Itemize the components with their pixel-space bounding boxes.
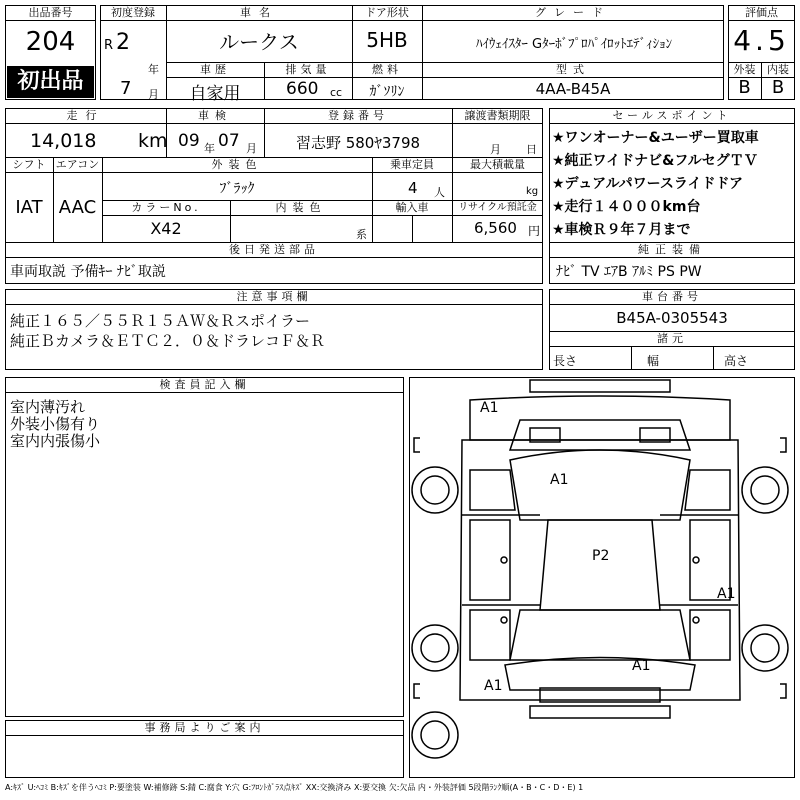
chassis-value: B45A-0305543 [616,309,728,327]
sales-point-item: ★デュアルパワースライドドア [552,176,744,192]
inspection-month: 07 [218,131,240,151]
spec-height-label: 高さ [724,354,749,368]
recycle-value: 6,560 [474,219,517,237]
fuel-label: 燃料 [372,63,402,76]
first-reg-era: R [104,38,114,53]
damage-mark: A1 [717,586,736,602]
history-value: 自家用 [189,84,241,104]
transfer-day-unit: 日 [526,143,537,156]
inspection-year: 09 [178,131,200,151]
transfer-label: 譲渡書類期限 [464,109,531,122]
fuel-value: ｶﾞｿﾘﾝ [369,84,405,100]
inspection-year-unit: 年 [204,142,215,155]
later-parts-label: 後日発送部品 [229,243,319,256]
displacement-label: 排気量 [285,63,331,76]
sales-point-item: ★走行１４０００km台 [552,199,701,215]
car-name-label: 車名 [240,6,278,19]
sales-point-item: ★ワンオーナー&ユーザー買取車 [552,130,759,146]
reg-no-value: 習志野 580ﾔ3798 [295,134,421,152]
model-value: 4AA-B45A [535,80,611,98]
reg-no-label: 登録番号 [328,109,388,122]
sales-point-item: ★車検Ｒ９年７月まで [552,222,691,238]
inspection-month-unit: 月 [246,142,257,155]
damage-mark: A1 [550,472,569,488]
lot-number: 204 [25,27,76,57]
damage-mark: A1 [484,678,503,694]
history-label: 車歴 [200,63,230,76]
aircon-label: エアコン [55,158,100,171]
inspector-line: 室内内張傷小 [10,432,101,450]
damage-mark: A1 [480,400,499,416]
notes-label: 注意事項欄 [236,290,312,303]
shift-label: シフト [12,158,46,171]
displacement-value: 660 [286,79,319,99]
inspection-label: 車検 [198,109,232,122]
capacity-label: 乗車定員 [390,158,434,171]
capacity-unit: 人 [434,186,445,199]
recycle-unit: 円 [528,224,541,238]
int-color-label: 内装色 [275,201,327,214]
color-no-value: X42 [150,219,182,238]
inspector-line: 室内薄汚れ [10,398,86,416]
equipment-value: ﾅﾋﾞ TV ｴｱB ｱﾙﾐ PS PW [556,264,702,280]
grade-label: グレード [535,6,611,19]
later-parts-value: 車両取説 予備ｷｰ ﾅﾋﾞ取説 [10,264,166,280]
first-reg-label: 初度登録 [111,6,155,19]
car-name-value: ルークス [219,30,299,54]
mileage-unit: km [138,130,168,152]
spec-length-label: 長さ [553,354,578,368]
aircon-value: AAC [58,197,97,218]
displacement-unit: cc [330,86,343,99]
first-reg-month: 7 [120,78,132,99]
capacity-value: 4 [408,179,418,197]
sales-points-label: セールスポイント [612,109,732,122]
int-score-value: B [771,77,785,98]
transfer-month-unit: 月 [490,143,501,156]
sales-point-item: ★純正ワイドナビ&フルセグＴＶ [552,153,758,169]
model-label: 型式 [556,63,590,76]
inspector-line: 外装小傷有り [10,415,101,433]
score-label: 評価点 [745,6,778,19]
first-reg-year-unit: 年 [148,63,159,76]
grade-value: ﾊｲｳｪｲｽﾀｰ Gﾀｰﾎﾞﾌﾟﾛﾊﾟｲﾛｯﾄｴﾃﾞｨｼｮﾝ [475,37,673,52]
recycle-label: リサイクル預託金 [458,202,537,213]
notes-line: 純正Ｂカメラ＆ＥＴＣ２．０＆ドラレコＦ＆Ｒ [10,332,326,350]
chassis-label: 車台番号 [642,290,702,303]
ext-color-value: ﾌﾞﾗｯｸ [219,181,255,197]
damage-mark: P2 [592,548,610,564]
spec-width-label: 幅 [647,354,660,368]
max-load-label: 最大積載量 [470,158,525,171]
ext-score-label: 外装 [733,63,756,76]
inspector-label: 検査員記入欄 [159,378,250,391]
notes-line: 純正１６５／５５Ｒ１５ＡＷ＆Ｒスポイラー [10,312,311,330]
equipment-label: 純正装備 [638,243,706,256]
specs-label: 諸元 [657,332,687,345]
office-label: 事務局よりご案内 [144,721,265,734]
int-color-unit: 系 [356,228,367,241]
first-reg-month-unit: 月 [148,88,159,101]
first-reg-year: 2 [116,30,130,55]
mileage-value: 14,018 [30,130,97,152]
color-no-label: カラーNo. [131,201,201,214]
ext-color-label: 外装色 [211,158,263,171]
score-value: 4.5 [733,24,790,57]
shift-value: IAT [15,197,43,218]
first-listing-badge: 初出品 [7,66,94,98]
door-label: ドア形状 [365,6,409,19]
damage-mark: A1 [632,658,651,674]
lot-label: 出品番号 [28,6,73,19]
mileage-label: 走行 [66,109,105,122]
door-value: 5HB [366,28,408,52]
ext-score-value: B [738,77,751,98]
int-score-label: 内装 [767,63,789,76]
legend-text: A:ｷｽﾞ U:ﾍｺﾐ B:ｷｽﾞを伴うﾍｺﾐ P:要塗装 W:補修跡 S:錆 C:腐食 Y:穴 G:ﾌﾛﾝﾄｶﾞﾗｽ点ｷｽﾞ XX:交換済み X:要交換 欠:欠品 内・外装評価 5段階ﾗﾝｸ順(A・B・C・D・E) 1 [5,783,584,792]
import-label: 輸入車 [395,201,429,214]
max-load-unit: kg [526,186,539,197]
